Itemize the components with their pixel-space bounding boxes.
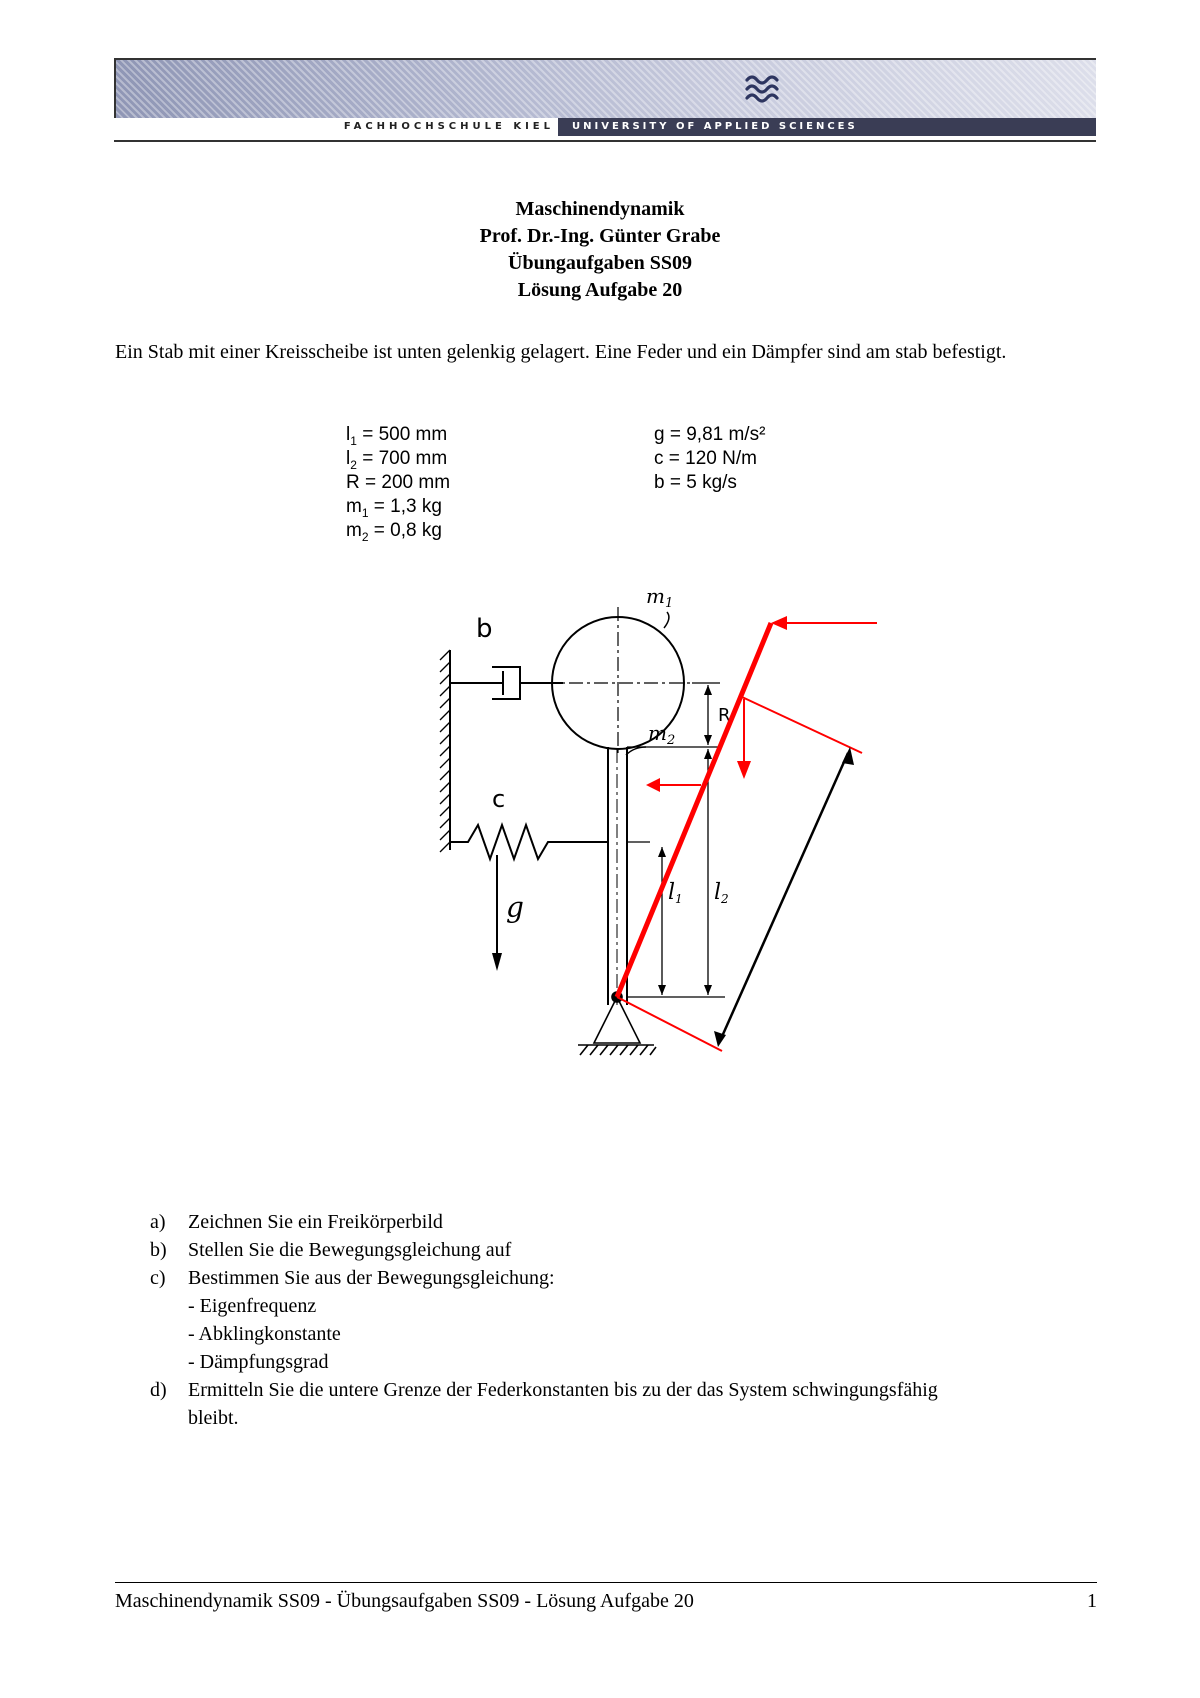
spring-force-head <box>646 778 660 792</box>
label-m1 <box>646 585 673 611</box>
task-letter: a) <box>150 1211 166 1233</box>
title-exercise-set: Übungaufgaben SS09 <box>508 252 692 274</box>
m1-pointer <box>664 612 669 628</box>
university-logo-icon <box>744 72 780 106</box>
param-l1 <box>346 423 450 447</box>
label-l2-symbol: l <box>714 880 722 905</box>
task-text: Ermitteln Sie die untere Grenze der Federkonstanten bis zu der das System schwingungsfähig bleibt. <box>188 1379 938 1429</box>
pivot-support <box>578 992 656 1055</box>
label-m2 <box>648 721 675 748</box>
task-subitem: - Abklingkonstante <box>188 1323 341 1345</box>
label-m1-symbol: m <box>646 585 665 608</box>
dimension-l2 <box>627 749 725 997</box>
page-number: 1 <box>1087 1590 1097 1612</box>
header-banner <box>114 58 1096 118</box>
task-subitem: - Dämpfungsgrad <box>188 1351 329 1373</box>
task-list <box>150 1208 1050 1432</box>
param-c: c = 120 N/m <box>654 448 757 469</box>
dimension-l1 <box>658 847 666 995</box>
document-title <box>0 196 1200 304</box>
param-symbol: l <box>346 448 351 469</box>
force-arrow-top-head <box>771 616 787 630</box>
header-top-rule <box>114 58 1096 60</box>
param-value: = 700 mm <box>356 448 448 469</box>
param-m2 <box>346 519 450 543</box>
label-l1-symbol: l <box>668 880 676 905</box>
label-m2-symbol: m <box>648 721 667 745</box>
label-gravity-g: g <box>506 891 524 924</box>
param-subscript: 2 <box>350 457 357 472</box>
param-l2 <box>346 447 450 471</box>
param-subscript: 2 <box>361 529 369 544</box>
weight-force-head <box>737 761 751 779</box>
param-symbol: R <box>346 472 360 493</box>
label-damper-b: b <box>476 614 493 644</box>
free-body-overlay <box>617 616 877 1051</box>
task-letter: b) <box>150 1239 167 1261</box>
label-l1-subscript: 1 <box>675 892 683 906</box>
header-school-name: FACHHOCHSCHULE KIEL <box>343 121 554 132</box>
label-m1-subscript: 1 <box>664 596 674 611</box>
wall-hatching <box>440 650 450 852</box>
param-symbol: l <box>346 424 351 445</box>
task-b <box>150 1236 1050 1264</box>
label-m2-subscript: 2 <box>666 733 676 748</box>
task-c <box>150 1264 1050 1376</box>
problem-statement: Ein Stab mit einer Kreisscheibe ist unten gelenkig gelagert. Eine Feder und ein Dämpfer sind am stab befestigt. <box>115 341 1007 363</box>
param-value: = 0,8 kg <box>368 520 442 541</box>
gravity-arrow <box>492 855 502 971</box>
mechanism-diagram <box>420 585 940 1155</box>
page-header <box>114 58 1096 140</box>
label-l1 <box>668 880 683 906</box>
title-solution: Lösung Aufgabe 20 <box>517 279 683 301</box>
label-l2 <box>714 880 729 906</box>
param-value: = 200 mm <box>359 472 451 493</box>
distance-arrow <box>714 747 854 1047</box>
wall <box>440 650 450 852</box>
dimension-R <box>704 685 712 745</box>
task-text: Zeichnen Sie ein Freikörperbild <box>188 1211 443 1233</box>
param-subscript: 1 <box>350 433 357 448</box>
param-m1 <box>346 495 450 519</box>
task-letter: d) <box>150 1379 167 1401</box>
parameter-column-right <box>654 423 765 495</box>
task-text: Bestimmen Sie aus der Bewegungsgleichung: <box>188 1267 555 1289</box>
header-university-label: UNIVERSITY OF APPLIED SCIENCES <box>558 118 1096 136</box>
deflected-rod <box>617 623 771 997</box>
param-symbol: m <box>346 520 362 541</box>
title-professor: Prof. Dr.-Ing. Günter Grabe <box>479 225 721 247</box>
task-letter: c) <box>150 1267 166 1289</box>
label-R: R <box>718 705 731 726</box>
label-l2-subscript: 2 <box>721 892 729 906</box>
task-subitem: - Eigenfrequenz <box>188 1295 317 1317</box>
disk-m1 <box>544 607 720 757</box>
param-g: g = 9,81 m/s² <box>654 424 766 445</box>
param-subscript: 1 <box>361 505 369 520</box>
task-a <box>150 1208 1050 1236</box>
page-footer <box>115 1582 1097 1615</box>
title-course: Maschinendynamik <box>515 198 685 220</box>
param-b: b = 5 kg/s <box>654 472 737 493</box>
footer-text: Maschinendynamik SS09 - Übungsaufgaben SS09 - Lösung Aufgabe 20 <box>115 1590 694 1612</box>
task-text: Stellen Sie die Bewegungsgleichung auf <box>188 1239 512 1261</box>
param-symbol: m <box>346 496 362 517</box>
parameter-column-left <box>346 423 450 543</box>
label-spring-c: c <box>492 785 506 813</box>
param-value: = 1,3 kg <box>368 496 442 517</box>
task-d <box>150 1376 1050 1432</box>
param-R <box>346 471 450 495</box>
spring <box>450 825 650 859</box>
param-value: = 500 mm <box>356 424 448 445</box>
perpendicular-top <box>742 697 862 753</box>
